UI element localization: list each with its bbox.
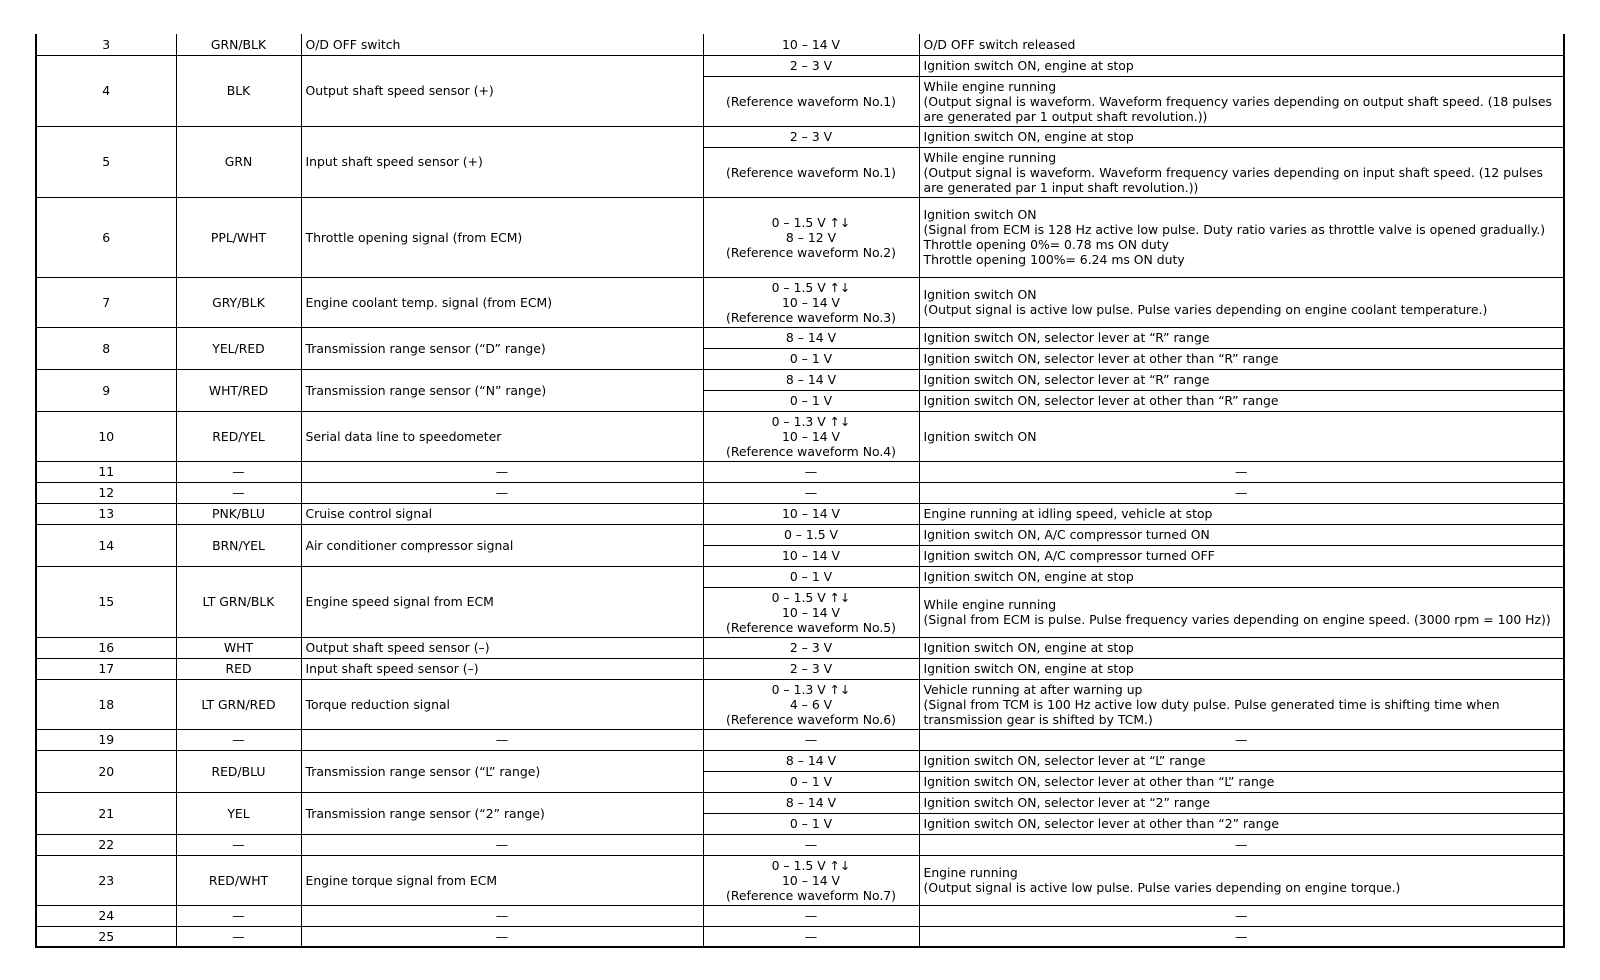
circuit-cell: — <box>301 834 703 855</box>
terminal-number-cell: 16 <box>36 637 176 658</box>
wire-color-cell: LT GRN/BLK <box>176 566 301 637</box>
condition-line: Ignition switch ON <box>923 287 1037 302</box>
voltage-cell <box>703 503 919 524</box>
condition-cell <box>919 461 1564 482</box>
voltage-cell <box>703 813 919 834</box>
table-row <box>36 834 1564 855</box>
voltage-line: — <box>804 485 818 500</box>
condition-cell <box>919 792 1564 813</box>
condition-line: (Signal from TCM is 100 Hz active low duty pulse. Pulse generated time is shifting time when transmission gear is shifted by TCM.) <box>923 696 1500 727</box>
circuit-cell: — <box>301 729 703 750</box>
terminal-number-cell: 23 <box>36 855 176 905</box>
wire-color-cell: WHT <box>176 637 301 658</box>
voltage-cell <box>703 637 919 658</box>
condition-cell <box>919 750 1564 771</box>
terminal-number-cell: 4 <box>36 55 176 126</box>
voltage-line: (Reference waveform No.5) <box>726 619 896 635</box>
voltage-line: 0 – 1.5 V <box>783 527 839 542</box>
condition-line: Ignition switch ON, engine at stop <box>923 58 1134 73</box>
circuit-cell: — <box>301 926 703 947</box>
condition-line: (Output signal is active low pulse. Pulse varies depending on engine coolant temperature.) <box>923 302 1488 317</box>
voltage-line: 0 – 1 V <box>789 774 833 789</box>
condition-line: Ignition switch ON, A/C compressor turned ON <box>923 527 1210 542</box>
condition-line: — <box>1235 928 1248 944</box>
voltage-line: 0 – 1 V <box>789 393 833 408</box>
voltage-cell <box>703 658 919 679</box>
voltage-line: 2 – 3 V <box>789 661 833 676</box>
wire-color-cell: GRY/BLK <box>176 277 301 327</box>
table-row <box>36 855 1564 905</box>
voltage-cell <box>703 482 919 503</box>
condition-cell <box>919 482 1564 503</box>
condition-cell <box>919 524 1564 545</box>
wire-color-cell: WHT/RED <box>176 369 301 411</box>
voltage-line: 10 – 14 V <box>781 294 841 310</box>
wire-color-cell: BRN/YEL <box>176 524 301 566</box>
table-row <box>36 482 1564 503</box>
table-row <box>36 566 1564 587</box>
condition-cell <box>919 76 1564 126</box>
voltage-cell <box>703 147 919 197</box>
condition-cell <box>919 566 1564 587</box>
condition-line: Ignition switch ON, selector lever at “R” range <box>923 330 1210 345</box>
circuit-cell: Input shaft speed sensor (–) <box>301 658 703 679</box>
voltage-cell <box>703 750 919 771</box>
condition-cell <box>919 813 1564 834</box>
table-row <box>36 503 1564 524</box>
condition-line: Vehicle running at after warning up <box>923 681 1143 697</box>
terminal-number-cell: 6 <box>36 197 176 277</box>
condition-line: O/D OFF switch released <box>923 36 1076 52</box>
table-row <box>36 369 1564 390</box>
condition-line: Ignition switch ON, engine at stop <box>923 661 1134 676</box>
voltage-line: 0 – 1.5 V ↑↓ <box>771 589 851 605</box>
circuit-cell: Transmission range sensor (“2” range) <box>301 792 703 834</box>
table-row <box>36 461 1564 482</box>
condition-cell <box>919 637 1564 658</box>
condition-line: (Output signal is waveform. Waveform frequency varies depending on output shaft speed. (18 pulses are generated par 1 output shaft revolution.)) <box>923 93 1552 124</box>
voltage-cell <box>703 461 919 482</box>
condition-cell <box>919 545 1564 566</box>
wire-color-cell: — <box>176 482 301 503</box>
wire-color-cell: RED/BLU <box>176 750 301 792</box>
circuit-cell: Engine speed signal from ECM <box>301 566 703 637</box>
voltage-line: (Reference waveform No.7) <box>726 887 896 903</box>
circuit-cell: Input shaft speed sensor (+) <box>301 126 703 197</box>
voltage-line: (Reference waveform No.2) <box>726 244 896 260</box>
condition-cell <box>919 197 1564 277</box>
wire-color-cell: LT GRN/RED <box>176 679 301 729</box>
voltage-line: 4 – 6 V <box>789 696 833 712</box>
wire-color-cell: BLK <box>176 55 301 126</box>
terminal-voltage-table <box>35 34 1565 948</box>
condition-line: Ignition switch ON, selector lever at “2” range <box>923 795 1210 810</box>
voltage-line: 2 – 3 V <box>789 129 833 144</box>
voltage-cell <box>703 587 919 637</box>
table-row <box>36 926 1564 947</box>
condition-line: — <box>1235 464 1248 479</box>
condition-line: Ignition switch ON, engine at stop <box>923 569 1134 584</box>
condition-cell <box>919 277 1564 327</box>
circuit-cell: Transmission range sensor (“N” range) <box>301 369 703 411</box>
table-row <box>36 411 1564 461</box>
condition-cell <box>919 658 1564 679</box>
wire-color-cell: PPL/WHT <box>176 197 301 277</box>
condition-line: (Signal from ECM is pulse. Pulse frequency varies depending on engine speed. (3000 rpm = 100 Hz)) <box>923 612 1551 627</box>
condition-line: Ignition switch ON, selector lever at other than “R” range <box>923 351 1279 366</box>
terminal-number-cell: 21 <box>36 792 176 834</box>
wire-color-cell: — <box>176 729 301 750</box>
table-row <box>36 34 1564 55</box>
condition-line: — <box>1235 837 1248 852</box>
circuit-cell: Throttle opening signal (from ECM) <box>301 197 703 277</box>
condition-line: Ignition switch ON, selector lever at other than “2” range <box>923 816 1279 831</box>
terminal-number-cell: 15 <box>36 566 176 637</box>
circuit-cell: Transmission range sensor (“L” range) <box>301 750 703 792</box>
circuit-cell: Cruise control signal <box>301 503 703 524</box>
voltage-cell <box>703 729 919 750</box>
table-row <box>36 658 1564 679</box>
terminal-number-cell: 25 <box>36 926 176 947</box>
condition-line: Ignition switch ON <box>923 207 1037 222</box>
table-row <box>36 55 1564 76</box>
condition-line: Ignition switch ON, selector lever at other than “R” range <box>923 393 1279 408</box>
table-row <box>36 327 1564 348</box>
voltage-cell <box>703 834 919 855</box>
terminal-number-cell: 24 <box>36 905 176 926</box>
table-row <box>36 679 1564 729</box>
wire-color-cell: GRN <box>176 126 301 197</box>
condition-line: (Output signal is active low pulse. Pulse varies depending on engine torque.) <box>923 880 1401 895</box>
terminal-number-cell: 9 <box>36 369 176 411</box>
terminal-number-cell: 17 <box>36 658 176 679</box>
voltage-cell <box>703 76 919 126</box>
condition-cell <box>919 55 1564 76</box>
condition-line: Ignition switch ON <box>923 428 1037 444</box>
voltage-cell <box>703 545 919 566</box>
table-row <box>36 126 1564 147</box>
condition-line: — <box>1235 732 1248 747</box>
voltage-line: 8 – 14 V <box>785 372 837 387</box>
voltage-line: — <box>804 928 818 944</box>
voltage-line: 10 – 14 V <box>781 548 841 563</box>
condition-cell <box>919 834 1564 855</box>
condition-line: Engine running at idling speed, vehicle at stop <box>923 506 1213 521</box>
terminal-number-cell: 12 <box>36 482 176 503</box>
table-row <box>36 637 1564 658</box>
voltage-line: (Reference waveform No.1) <box>726 93 896 109</box>
wire-color-cell: YEL/RED <box>176 327 301 369</box>
voltage-cell <box>703 771 919 792</box>
condition-line: Ignition switch ON, engine at stop <box>923 129 1134 144</box>
condition-line: Ignition switch ON, engine at stop <box>923 640 1134 655</box>
terminal-number-cell: 22 <box>36 834 176 855</box>
table-row <box>36 792 1564 813</box>
condition-line: Engine running <box>923 865 1018 880</box>
condition-line: While engine running <box>923 597 1057 612</box>
terminal-number-cell: 7 <box>36 277 176 327</box>
voltage-cell <box>703 34 919 55</box>
wire-color-cell: — <box>176 834 301 855</box>
wire-color-cell: — <box>176 905 301 926</box>
condition-line: While engine running <box>923 78 1057 94</box>
circuit-cell: Serial data line to speedometer <box>301 411 703 461</box>
voltage-cell <box>703 197 919 277</box>
voltage-cell <box>703 905 919 926</box>
condition-cell <box>919 905 1564 926</box>
voltage-line: 8 – 14 V <box>785 795 837 810</box>
condition-cell <box>919 34 1564 55</box>
condition-cell <box>919 411 1564 461</box>
condition-cell <box>919 587 1564 637</box>
voltage-line: 0 – 1 V <box>789 816 833 831</box>
condition-line: (Signal from ECM is 128 Hz active low pulse. Duty ratio varies as throttle valve is opened gradually.) <box>923 222 1546 237</box>
wire-color-cell: PNK/BLU <box>176 503 301 524</box>
wire-color-cell: — <box>176 926 301 947</box>
condition-cell <box>919 679 1564 729</box>
wire-color-cell: RED/YEL <box>176 411 301 461</box>
condition-cell <box>919 126 1564 147</box>
voltage-line: 10 – 14 V <box>781 604 841 620</box>
voltage-cell <box>703 524 919 545</box>
condition-cell <box>919 771 1564 792</box>
table-body <box>36 34 1564 947</box>
condition-line: — <box>1235 485 1248 500</box>
terminal-number-cell: 11 <box>36 461 176 482</box>
voltage-line: 10 – 14 V <box>781 872 841 888</box>
wire-color-cell: — <box>176 461 301 482</box>
condition-line: Ignition switch ON, selector lever at “L” range <box>923 753 1206 768</box>
voltage-line: 0 – 1.5 V ↑↓ <box>771 857 851 873</box>
voltage-line: (Reference waveform No.4) <box>726 443 896 459</box>
voltage-line: 10 – 14 V <box>781 36 841 52</box>
circuit-cell: Torque reduction signal <box>301 679 703 729</box>
wire-color-cell: RED/WHT <box>176 855 301 905</box>
table-row <box>36 729 1564 750</box>
table-row <box>36 197 1564 277</box>
condition-line: Ignition switch ON, selector lever at other than “L” range <box>923 774 1275 789</box>
terminal-number-cell: 18 <box>36 679 176 729</box>
terminal-number-cell: 13 <box>36 503 176 524</box>
terminal-number-cell: 8 <box>36 327 176 369</box>
voltage-cell <box>703 390 919 411</box>
condition-line: Throttle opening 0%= 0.78 ms ON duty <box>923 237 1169 252</box>
condition-cell <box>919 926 1564 947</box>
voltage-cell <box>703 55 919 76</box>
condition-line: Ignition switch ON, selector lever at “R” range <box>923 372 1210 387</box>
voltage-line: 0 – 1 V <box>789 569 833 584</box>
circuit-cell: — <box>301 482 703 503</box>
condition-line: Ignition switch ON, A/C compressor turned OFF <box>923 548 1215 563</box>
condition-cell <box>919 503 1564 524</box>
voltage-line: 0 – 1.3 V ↑↓ <box>771 413 851 429</box>
voltage-line: — <box>804 464 818 479</box>
voltage-cell <box>703 277 919 327</box>
voltage-cell <box>703 369 919 390</box>
condition-cell <box>919 369 1564 390</box>
voltage-cell <box>703 679 919 729</box>
circuit-cell: Transmission range sensor (“D” range) <box>301 327 703 369</box>
voltage-line: 0 – 1.3 V ↑↓ <box>771 681 851 697</box>
voltage-line: 2 – 3 V <box>789 640 833 655</box>
circuit-cell: O/D OFF switch <box>301 34 703 55</box>
voltage-line: (Reference waveform No.3) <box>726 309 896 325</box>
condition-cell <box>919 327 1564 348</box>
voltage-line: 8 – 14 V <box>785 330 837 345</box>
terminal-number-cell: 14 <box>36 524 176 566</box>
voltage-line: (Reference waveform No.1) <box>726 164 896 180</box>
table-row <box>36 277 1564 327</box>
circuit-cell: — <box>301 461 703 482</box>
voltage-line: 10 – 14 V <box>781 506 841 521</box>
voltage-line: (Reference waveform No.6) <box>726 711 896 727</box>
table-row <box>36 750 1564 771</box>
condition-cell <box>919 855 1564 905</box>
voltage-cell <box>703 327 919 348</box>
condition-line: — <box>1235 908 1248 923</box>
voltage-line: 8 – 14 V <box>785 753 837 768</box>
condition-cell <box>919 729 1564 750</box>
condition-cell <box>919 348 1564 369</box>
circuit-cell: — <box>301 905 703 926</box>
condition-line: While engine running <box>923 149 1057 165</box>
terminal-number-cell: 10 <box>36 411 176 461</box>
wire-color-cell: YEL <box>176 792 301 834</box>
table-row <box>36 905 1564 926</box>
voltage-line: 0 – 1.5 V ↑↓ <box>771 214 851 230</box>
voltage-line: 2 – 3 V <box>789 58 833 73</box>
circuit-cell: Engine coolant temp. signal (from ECM) <box>301 277 703 327</box>
voltage-cell <box>703 126 919 147</box>
circuit-cell: Output shaft speed sensor (–) <box>301 637 703 658</box>
condition-cell <box>919 147 1564 197</box>
terminal-number-cell: 19 <box>36 729 176 750</box>
voltage-cell <box>703 926 919 947</box>
wire-color-cell: GRN/BLK <box>176 34 301 55</box>
table-row <box>36 524 1564 545</box>
circuit-cell: Engine torque signal from ECM <box>301 855 703 905</box>
voltage-line: 8 – 12 V <box>785 229 837 245</box>
condition-line: (Output signal is waveform. Waveform frequency varies depending on input shaft speed. (12 pulses are generated par 1 input shaft revolution.)) <box>923 164 1543 195</box>
condition-line: Throttle opening 100%= 6.24 ms ON duty <box>923 252 1185 267</box>
voltage-line: 0 – 1 V <box>789 351 833 366</box>
voltage-cell <box>703 855 919 905</box>
wire-color-cell: RED <box>176 658 301 679</box>
voltage-cell <box>703 566 919 587</box>
voltage-cell <box>703 792 919 813</box>
voltage-line: — <box>804 732 818 747</box>
terminal-number-cell: 5 <box>36 126 176 197</box>
voltage-line: 0 – 1.5 V ↑↓ <box>771 279 851 295</box>
voltage-line: — <box>804 908 818 923</box>
voltage-cell <box>703 348 919 369</box>
voltage-cell <box>703 411 919 461</box>
condition-cell <box>919 390 1564 411</box>
circuit-cell: Air conditioner compressor signal <box>301 524 703 566</box>
terminal-number-cell: 20 <box>36 750 176 792</box>
circuit-cell: Output shaft speed sensor (+) <box>301 55 703 126</box>
voltage-line: 10 – 14 V <box>781 428 841 444</box>
voltage-line: — <box>804 837 818 852</box>
terminal-number-cell: 3 <box>36 34 176 55</box>
